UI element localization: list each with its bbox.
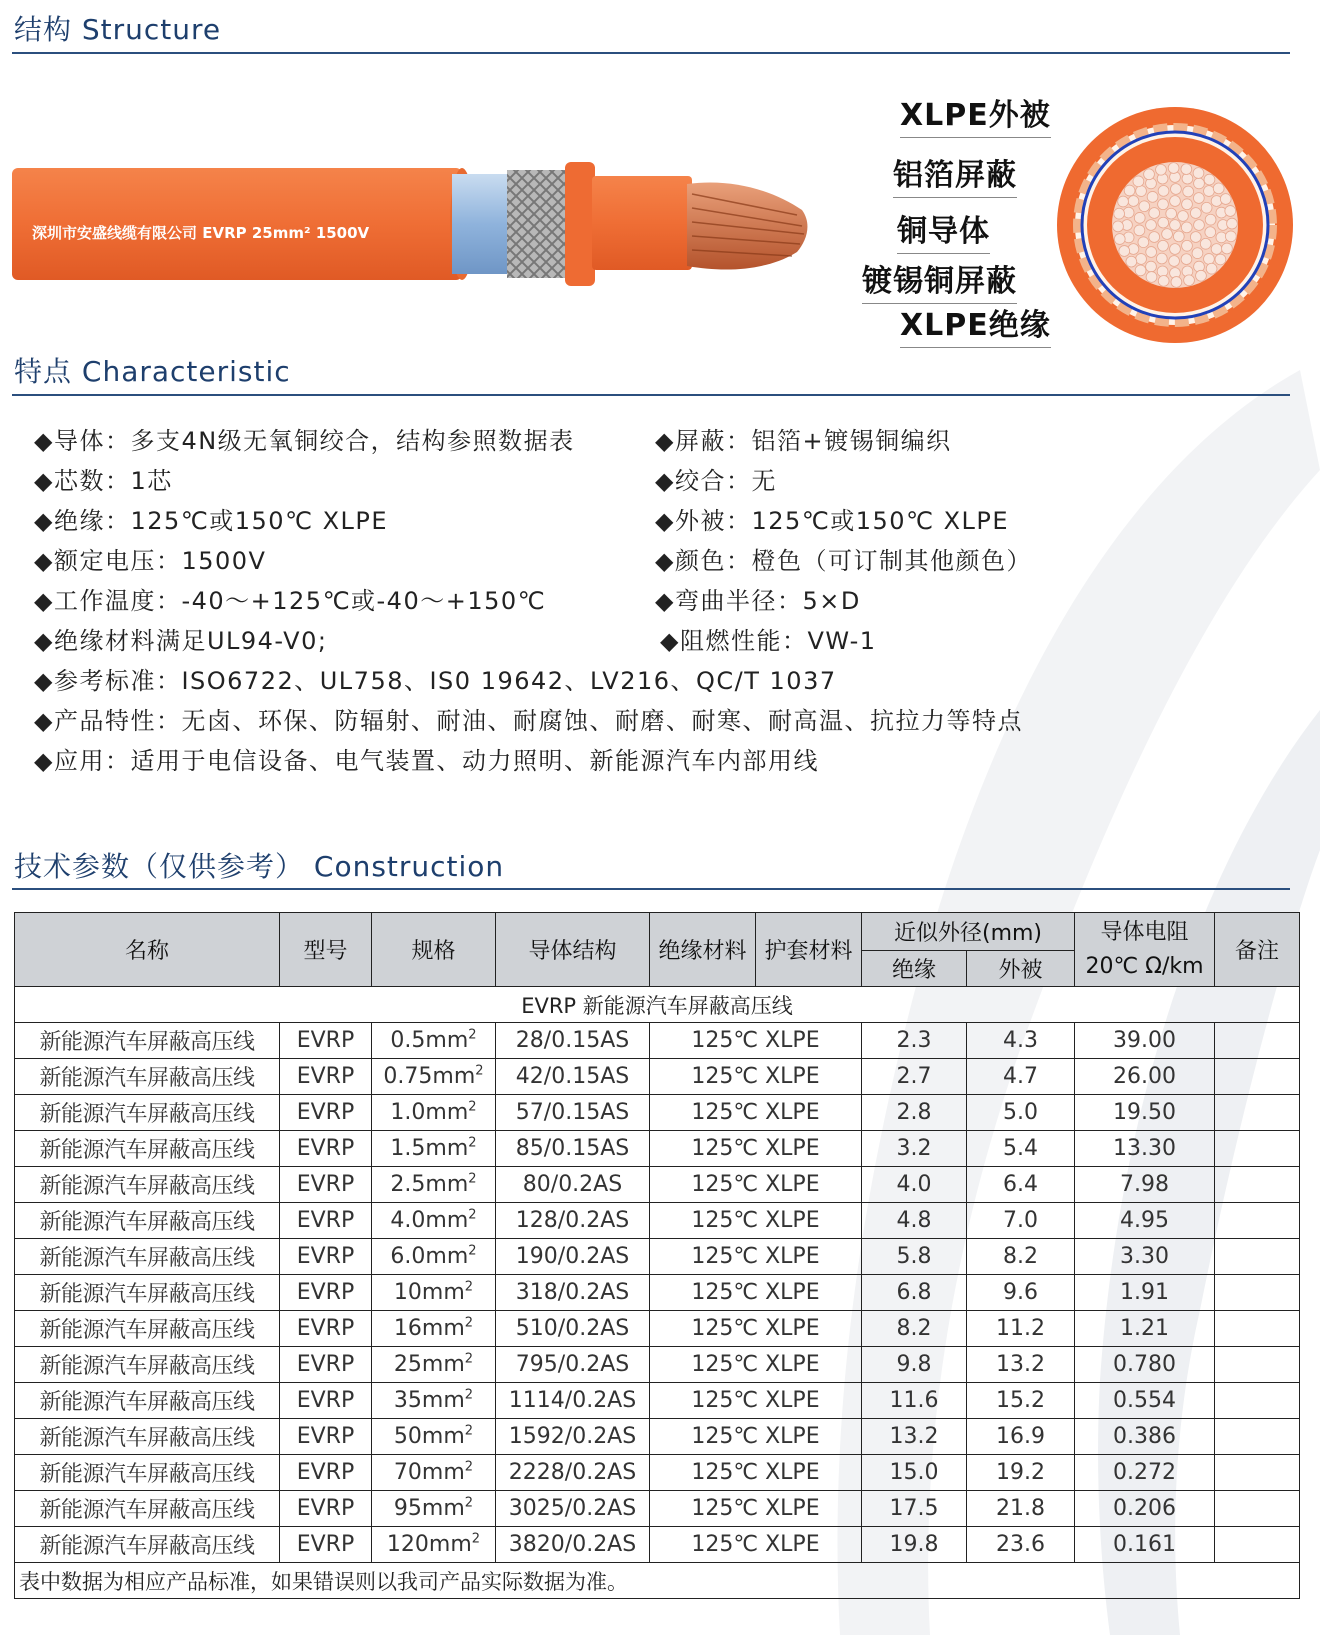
spec-unit-exponent: 2 — [475, 1063, 484, 1079]
section-title-structure: 结构 Structure — [14, 13, 222, 46]
cell-model: EVRP — [280, 1455, 372, 1491]
spec-value: 10 — [393, 1280, 422, 1305]
header-conductor: 导体结构 — [496, 913, 650, 987]
cell-model: EVRP — [280, 1167, 372, 1203]
cell-remark — [1215, 1527, 1300, 1563]
spec-value: 25 — [393, 1352, 422, 1377]
spec-unit-exponent: 2 — [468, 1243, 477, 1259]
cell-remark — [1215, 1311, 1300, 1347]
cell-resistance: 26.00 — [1075, 1059, 1215, 1095]
feature-insulation: ◆绝缘：125℃或150℃ XLPE — [34, 507, 389, 535]
cell-material: 125℃ XLPE — [650, 1167, 862, 1203]
cell-model: EVRP — [280, 1239, 372, 1275]
cable-print-text: 深圳市安盛线缆有限公司 EVRP 25mm² 1500V — [32, 224, 370, 242]
cell-resistance: 0.206 — [1075, 1491, 1215, 1527]
table-row — [15, 1239, 1300, 1275]
spec-value: 4.0 — [390, 1208, 426, 1233]
cell-conductor: 190/0.2AS — [496, 1239, 650, 1275]
table-row — [15, 1491, 1300, 1527]
cell-conductor: 57/0.15AS — [496, 1095, 650, 1131]
cell-resistance: 0.554 — [1075, 1383, 1215, 1419]
cell-material: 125℃ XLPE — [650, 1311, 862, 1347]
cell-resistance: 0.272 — [1075, 1455, 1215, 1491]
header-model: 型号 — [280, 913, 372, 987]
cell-material: 125℃ XLPE — [650, 1419, 862, 1455]
cell-resistance: 0.161 — [1075, 1527, 1215, 1563]
header-insulation-material: 绝缘材料 — [650, 913, 756, 987]
spec-unit: mm — [425, 1244, 469, 1269]
spec-unit-exponent: 2 — [468, 1207, 477, 1223]
spec-unit: mm — [425, 1100, 469, 1125]
cell-material: 125℃ XLPE — [650, 1023, 862, 1059]
cell-name: 新能源汽车屏蔽高压线 — [15, 1527, 280, 1563]
table-row — [15, 1311, 1300, 1347]
cell-od-insulation: 2.7 — [862, 1059, 967, 1095]
header-od-sheath: 外被 — [967, 951, 1075, 987]
cell-od-insulation: 4.0 — [862, 1167, 967, 1203]
table-row — [15, 1275, 1300, 1311]
cell-remark — [1215, 1167, 1300, 1203]
spec-value: 1.5 — [390, 1136, 426, 1161]
cell-od-insulation: 5.8 — [862, 1239, 967, 1275]
cell-od-sheath: 19.2 — [967, 1455, 1075, 1491]
cell-spec — [372, 1347, 496, 1383]
cell-resistance: 19.50 — [1075, 1095, 1215, 1131]
cell-remark — [1215, 1203, 1300, 1239]
cell-material: 125℃ XLPE — [650, 1491, 862, 1527]
spec-unit-exponent: 2 — [464, 1351, 474, 1367]
header-resistance — [1075, 913, 1215, 987]
cell-od-sheath: 4.3 — [967, 1023, 1075, 1059]
cell-model: EVRP — [280, 1059, 372, 1095]
spec-value: 35 — [393, 1388, 422, 1413]
cell-model: EVRP — [280, 1347, 372, 1383]
header-outer-diameter: 近似外径(mm) — [862, 913, 1075, 951]
cell-od-sheath: 16.9 — [967, 1419, 1075, 1455]
feature-application: ◆应用：适用于电信设备、电气装置、动力照明、新能源汽车内部用线 — [34, 747, 819, 775]
spec-unit-exponent: 2 — [464, 1459, 474, 1475]
cell-remark — [1215, 1131, 1300, 1167]
table-row — [15, 1095, 1300, 1131]
spec-unit: mm — [425, 1208, 469, 1233]
spec-unit-exponent: 2 — [468, 1171, 477, 1187]
cell-material: 125℃ XLPE — [650, 1527, 862, 1563]
cell-name: 新能源汽车屏蔽高压线 — [15, 1131, 280, 1167]
cell-resistance: 1.21 — [1075, 1311, 1215, 1347]
cell-spec — [372, 1167, 496, 1203]
cell-od-insulation: 3.2 — [862, 1131, 967, 1167]
label-copper-conductor: 铜导体 — [897, 206, 990, 250]
cell-resistance: 4.95 — [1075, 1203, 1215, 1239]
header-od-insulation: 绝缘 — [862, 951, 967, 987]
spec-value: 16 — [393, 1316, 422, 1341]
cell-od-insulation: 11.6 — [862, 1383, 967, 1419]
cell-od-sheath: 21.8 — [967, 1491, 1075, 1527]
spec-unit: mm — [421, 1352, 465, 1377]
cell-name: 新能源汽车屏蔽高压线 — [15, 1455, 280, 1491]
cell-resistance: 39.00 — [1075, 1023, 1215, 1059]
cell-material: 125℃ XLPE — [650, 1383, 862, 1419]
feature-sheath: ◆外被：125℃或150℃ XLPE — [655, 507, 1010, 535]
cell-od-sheath: 8.2 — [967, 1239, 1075, 1275]
spec-unit-exponent: 2 — [468, 1099, 477, 1115]
feature-flame-material: ◆绝缘材料满足UL94-V0; — [34, 627, 328, 655]
cell-spec — [372, 1419, 496, 1455]
cell-spec — [372, 1491, 496, 1527]
spec-unit: mm — [425, 1028, 469, 1053]
cell-conductor: 2228/0.2AS — [496, 1455, 650, 1491]
cell-od-insulation: 4.8 — [862, 1203, 967, 1239]
section-title-characteristic: 特点 Characteristic — [14, 355, 291, 388]
cell-model: EVRP — [280, 1491, 372, 1527]
cable-cross-section — [1055, 105, 1295, 345]
cell-model: EVRP — [280, 1131, 372, 1167]
cell-resistance: 1.91 — [1075, 1275, 1215, 1311]
cell-resistance: 13.30 — [1075, 1131, 1215, 1167]
table-row — [15, 1527, 1300, 1563]
header-sheath-material: 护套材料 — [756, 913, 862, 987]
spec-unit: mm — [421, 1280, 465, 1305]
spec-unit: mm — [421, 1460, 465, 1485]
cell-material: 125℃ XLPE — [650, 1095, 862, 1131]
cell-model: EVRP — [280, 1023, 372, 1059]
spec-unit: mm — [425, 1136, 469, 1161]
cell-model: EVRP — [280, 1311, 372, 1347]
cell-name: 新能源汽车屏蔽高压线 — [15, 1167, 280, 1203]
cell-resistance: 0.780 — [1075, 1347, 1215, 1383]
section-title-construction: 技术参数（仅供参考） Construction — [14, 850, 505, 883]
table-row — [15, 1131, 1300, 1167]
cable-side-view — [12, 160, 822, 295]
spec-value: 0.75 — [383, 1064, 433, 1089]
cell-remark — [1215, 1239, 1300, 1275]
group-title: EVRP 新能源汽车屏蔽高压线 — [15, 987, 1300, 1023]
table-row — [15, 1419, 1300, 1455]
cell-od-insulation: 19.8 — [862, 1527, 967, 1563]
cell-conductor: 3025/0.2AS — [496, 1491, 650, 1527]
spec-value: 0.5 — [390, 1028, 426, 1053]
feature-stranding: ◆绞合：无 — [655, 467, 777, 495]
cell-model: EVRP — [280, 1203, 372, 1239]
cell-material: 125℃ XLPE — [650, 1131, 862, 1167]
spec-unit: mm — [432, 1064, 476, 1089]
cell-remark — [1215, 1095, 1300, 1131]
cell-od-sheath: 4.7 — [967, 1059, 1075, 1095]
cell-remark — [1215, 1059, 1300, 1095]
cell-name: 新能源汽车屏蔽高压线 — [15, 1491, 280, 1527]
cell-material: 125℃ XLPE — [650, 1059, 862, 1095]
feature-color: ◆颜色：橙色（可订制其他颜色） — [655, 547, 1032, 575]
cell-od-insulation: 2.8 — [862, 1095, 967, 1131]
cell-model: EVRP — [280, 1275, 372, 1311]
cell-od-insulation: 15.0 — [862, 1455, 967, 1491]
cell-name: 新能源汽车屏蔽高压线 — [15, 1239, 280, 1275]
spec-unit: mm — [428, 1532, 472, 1557]
feature-bend-radius: ◆弯曲半径：5×D — [655, 587, 861, 615]
cell-spec — [372, 1527, 496, 1563]
feature-standards: ◆参考标准：ISO6722、UL758、IS0 19642、LV216、QC/T 1037 — [34, 667, 837, 695]
spec-unit: mm — [421, 1388, 465, 1413]
header-spec: 规格 — [372, 913, 496, 987]
cell-name: 新能源汽车屏蔽高压线 — [15, 1059, 280, 1095]
cell-remark — [1215, 1419, 1300, 1455]
cell-material: 125℃ XLPE — [650, 1275, 862, 1311]
cell-material: 125℃ XLPE — [650, 1203, 862, 1239]
cell-spec — [372, 1131, 496, 1167]
cell-conductor: 510/0.2AS — [496, 1311, 650, 1347]
cell-remark — [1215, 1023, 1300, 1059]
spec-unit-exponent: 2 — [468, 1135, 477, 1151]
cell-od-sheath: 5.4 — [967, 1131, 1075, 1167]
label-xlpe-sheath: XLPE外被 — [900, 90, 1051, 134]
section-divider — [12, 52, 1290, 54]
spec-value: 120 — [386, 1532, 429, 1557]
cell-od-sheath: 13.2 — [967, 1347, 1075, 1383]
spec-value: 1.0 — [390, 1100, 426, 1125]
spec-value: 2.5 — [390, 1172, 426, 1197]
section-divider — [12, 888, 1290, 890]
cell-spec — [372, 1059, 496, 1095]
feature-working-temperature: ◆工作温度：-40～+125℃或-40～+150℃ — [34, 587, 547, 615]
cell-od-sheath: 11.2 — [967, 1311, 1075, 1347]
label-xlpe-insulation: XLPE绝缘 — [900, 300, 1051, 344]
cell-name: 新能源汽车屏蔽高压线 — [15, 1419, 280, 1455]
cell-spec — [372, 1311, 496, 1347]
cell-od-sheath: 9.6 — [967, 1275, 1075, 1311]
cell-conductor: 1592/0.2AS — [496, 1419, 650, 1455]
cell-od-insulation: 2.3 — [862, 1023, 967, 1059]
cell-spec — [372, 1455, 496, 1491]
cell-remark — [1215, 1347, 1300, 1383]
feature-conductor: ◆导体：多支4N级无氧铜绞合，结构参照数据表 — [34, 427, 575, 455]
cell-od-sheath: 15.2 — [967, 1383, 1075, 1419]
cell-resistance: 7.98 — [1075, 1167, 1215, 1203]
spec-value: 50 — [393, 1424, 422, 1449]
cell-spec — [372, 1239, 496, 1275]
cell-material: 125℃ XLPE — [650, 1347, 862, 1383]
header-remark: 备注 — [1215, 913, 1300, 987]
cell-od-sheath: 23.6 — [967, 1527, 1075, 1563]
cell-name: 新能源汽车屏蔽高压线 — [15, 1275, 280, 1311]
table-row — [15, 1383, 1300, 1419]
cell-spec — [372, 1203, 496, 1239]
label-tinned-copper-shield: 镀锡铜屏蔽 — [862, 256, 1017, 300]
feature-flame-retardance: ◆阻燃性能：VW-1 — [660, 627, 877, 655]
cell-spec — [372, 1095, 496, 1131]
spec-unit-exponent: 2 — [464, 1279, 474, 1295]
cell-conductor: 1114/0.2AS — [496, 1383, 650, 1419]
structure-illustration — [0, 60, 1320, 360]
table-row — [15, 1167, 1300, 1203]
cell-remark — [1215, 1491, 1300, 1527]
cell-name: 新能源汽车屏蔽高压线 — [15, 1311, 280, 1347]
cell-od-sheath: 5.0 — [967, 1095, 1075, 1131]
cell-remark — [1215, 1455, 1300, 1491]
cell-spec — [372, 1383, 496, 1419]
header-resistance-label: 导体电阻 — [1100, 919, 1189, 945]
spec-unit-exponent: 2 — [464, 1423, 474, 1439]
spec-unit-exponent: 2 — [464, 1495, 474, 1511]
spec-value: 6.0 — [390, 1244, 426, 1269]
table-row — [15, 1059, 1300, 1095]
cell-remark — [1215, 1275, 1300, 1311]
table-row — [15, 1023, 1300, 1059]
cell-conductor: 80/0.2AS — [496, 1167, 650, 1203]
feature-shield: ◆屏蔽：铝箔+镀锡铜编织 — [655, 427, 952, 455]
cell-conductor: 28/0.15AS — [496, 1023, 650, 1059]
cell-conductor: 42/0.15AS — [496, 1059, 650, 1095]
cell-model: EVRP — [280, 1383, 372, 1419]
table-row — [15, 1203, 1300, 1239]
header-resistance-unit: 20℃ Ω/km — [1085, 953, 1204, 979]
cell-name: 新能源汽车屏蔽高压线 — [15, 1347, 280, 1383]
cell-od-insulation: 8.2 — [862, 1311, 967, 1347]
spec-unit-exponent: 2 — [471, 1531, 481, 1547]
spec-unit-exponent: 2 — [464, 1315, 474, 1331]
spec-unit: mm — [425, 1172, 469, 1197]
feature-product-properties: ◆产品特性：无卤、环保、防辐射、耐油、耐腐蚀、耐磨、耐寒、耐高温、抗拉力等特点 — [34, 707, 1023, 735]
cell-conductor: 795/0.2AS — [496, 1347, 650, 1383]
cell-conductor: 128/0.2AS — [496, 1203, 650, 1239]
spec-value: 70 — [393, 1460, 422, 1485]
cell-remark — [1215, 1383, 1300, 1419]
cell-name: 新能源汽车屏蔽高压线 — [15, 1095, 280, 1131]
cell-od-sheath: 7.0 — [967, 1203, 1075, 1239]
cell-name: 新能源汽车屏蔽高压线 — [15, 1383, 280, 1419]
cell-od-insulation: 6.8 — [862, 1275, 967, 1311]
section-divider — [12, 394, 1290, 396]
cell-model: EVRP — [280, 1527, 372, 1563]
header-name: 名称 — [15, 913, 280, 987]
spec-value: 95 — [393, 1496, 422, 1521]
table-row — [15, 1347, 1300, 1383]
cell-name: 新能源汽车屏蔽高压线 — [15, 1023, 280, 1059]
cell-material: 125℃ XLPE — [650, 1239, 862, 1275]
cell-od-sheath: 6.4 — [967, 1167, 1075, 1203]
feature-rated-voltage: ◆额定电压：1500V — [34, 547, 267, 575]
spec-unit: mm — [421, 1424, 465, 1449]
spec-unit: mm — [421, 1316, 465, 1341]
cell-model: EVRP — [280, 1419, 372, 1455]
cell-od-insulation: 17.5 — [862, 1491, 967, 1527]
cell-resistance: 0.386 — [1075, 1419, 1215, 1455]
label-aluminum-foil-shield: 铝箔屏蔽 — [893, 150, 1017, 194]
spec-unit: mm — [421, 1496, 465, 1521]
cell-conductor: 318/0.2AS — [496, 1275, 650, 1311]
cell-resistance: 3.30 — [1075, 1239, 1215, 1275]
cell-od-insulation: 9.8 — [862, 1347, 967, 1383]
cell-od-insulation: 13.2 — [862, 1419, 967, 1455]
table-row — [15, 1455, 1300, 1491]
cell-model: EVRP — [280, 1095, 372, 1131]
cell-spec — [372, 1275, 496, 1311]
spec-unit-exponent: 2 — [464, 1387, 474, 1403]
table-note: 表中数据为相应产品标准，如果错误则以我司产品实际数据为准。 — [15, 1563, 1300, 1599]
spec-unit-exponent: 2 — [468, 1027, 477, 1043]
cell-name: 新能源汽车屏蔽高压线 — [15, 1203, 280, 1239]
cell-conductor: 85/0.15AS — [496, 1131, 650, 1167]
cell-conductor: 3820/0.2AS — [496, 1527, 650, 1563]
feature-cores: ◆芯数：1芯 — [34, 467, 173, 495]
spec-table — [14, 912, 1300, 1599]
cell-material: 125℃ XLPE — [650, 1455, 862, 1491]
cell-spec — [372, 1023, 496, 1059]
